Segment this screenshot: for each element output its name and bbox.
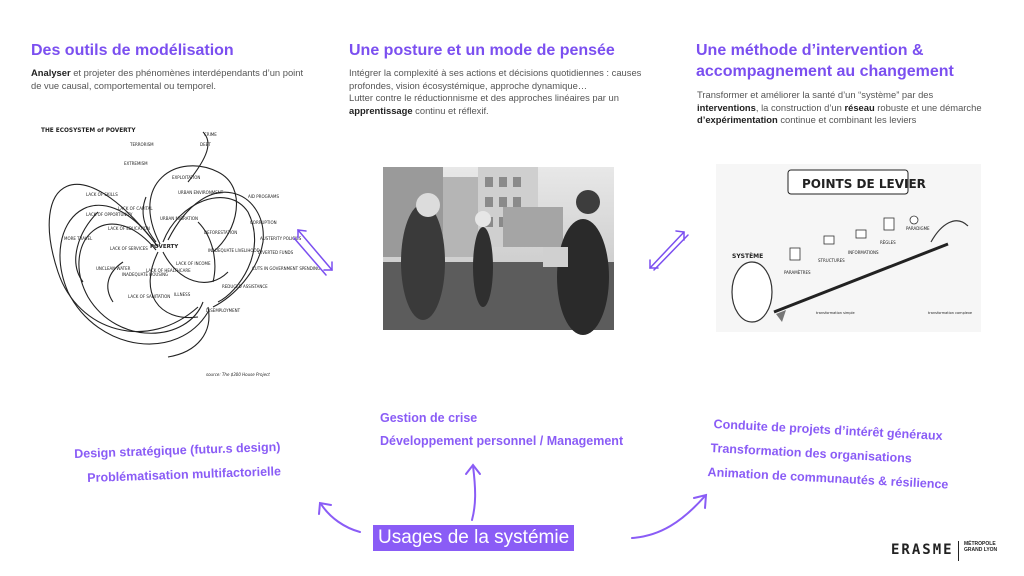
posture-title: Une posture et un mode de pensée bbox=[349, 42, 615, 59]
lever-informations: INFORMATIONS bbox=[848, 250, 879, 255]
node-poverty: POVERTY bbox=[150, 244, 179, 250]
node-extremism: EXTREMISM bbox=[124, 161, 148, 166]
metropole-logo: MÉTROPOLE GRAND LYON bbox=[964, 541, 998, 553]
methode-title: Une méthode d’intervention & accompagnement au changement bbox=[696, 42, 954, 80]
methode-b3: d’expérimentation bbox=[697, 114, 778, 126]
methode-b1: interventions bbox=[697, 101, 756, 113]
node-lack-of-income: LACK OF INCOME bbox=[176, 261, 211, 266]
lever-regles: RÈGLES bbox=[880, 240, 896, 245]
methode-t3: robuste et une démarche bbox=[874, 101, 982, 113]
logo-divider bbox=[958, 541, 959, 561]
node-illness: ILLNESS bbox=[174, 292, 191, 297]
node-urban-environment: URBAN ENVIRONMENT bbox=[178, 190, 224, 195]
modelisation-rest: et projeter des phénomènes interdépendants d’un point de vue causal, comportemental ou temporel. bbox=[31, 67, 304, 91]
arrow-up-icon bbox=[472, 466, 475, 520]
node-debt: DEBT bbox=[200, 142, 211, 147]
modelisation-bold: Analyser bbox=[31, 67, 71, 78]
arrow-right-icon bbox=[632, 496, 705, 538]
node-disemployment: DISEMPLOYMENT bbox=[206, 308, 241, 313]
posture-line1: Intégrer la complexité à ses actions et décisions quotidiennes : causes profondes, vision écosystémique, approche dynamique… bbox=[349, 67, 642, 91]
usages-de-la-systemie-label: Usages de la systémie bbox=[373, 525, 574, 551]
node-corruption: CORRUPTION bbox=[250, 220, 277, 225]
node-inadequate-livelihood: INADEQUATE LIVELIHOOD bbox=[208, 248, 260, 253]
node-terrorism: TERRORISM bbox=[130, 142, 154, 147]
ecosystem-title: THE ECOSYSTEM of POVERTY bbox=[41, 128, 136, 134]
methode-t1: Transformer et améliorer la santé d’un “système” par des bbox=[697, 89, 934, 100]
usage-conduite-projets: Conduite de projets d’intérêt généraux bbox=[713, 417, 943, 443]
lever-parametres: PARAMÈTRES bbox=[784, 270, 811, 275]
usage-transformation-organisations: Transformation des organisations bbox=[710, 441, 913, 466]
usage-animation-communautes: Animation de communautés & résilience bbox=[707, 465, 949, 492]
node-reduced-assistance: REDUCED ASSISTANCE bbox=[222, 284, 268, 289]
node-lack-of-capital: LACK OF CAPITAL bbox=[118, 206, 153, 211]
lever-paradigme: PARADIGME bbox=[906, 226, 930, 231]
erasme-logo: ERASME bbox=[891, 542, 954, 558]
node-lack-of-skills: LACK OF SKILLS bbox=[86, 192, 118, 197]
node-lack-of-sanitation: LACK OF SANITATION bbox=[128, 294, 171, 299]
node-cuts-in-government-spending: CUTS IN GOVERNMENT SPENDING bbox=[252, 266, 321, 271]
node-lack-of-services: LACK OF SERVICES bbox=[110, 246, 148, 251]
methode-t4: continue et combinant les leviers bbox=[777, 114, 917, 126]
node-unclean-water: UNCLEAN WATER bbox=[96, 266, 131, 271]
modelisation-title: Des outils de modélisation bbox=[31, 42, 234, 59]
ecosystem-source: source: The $300 House Project bbox=[206, 372, 270, 377]
node-crime: CRIME bbox=[204, 132, 217, 137]
levers-system: SYSTÈME bbox=[732, 253, 764, 260]
posture-line2-pre: Lutter contre le réductionnisme et des approches linéaires par un bbox=[349, 92, 619, 104]
posture-line2-bold: apprentissage bbox=[349, 104, 413, 116]
node-lack-of-education: LACK OF EDUCATION bbox=[108, 226, 150, 231]
node-inadequate-housing: INADEQUATE HOUSING bbox=[122, 272, 169, 277]
node-more-travel: MORE TRAVEL bbox=[64, 236, 93, 241]
usage-design-strategique: Design stratégique (futur.s design) bbox=[74, 439, 281, 461]
levers-title: POINTS DE LEVIER bbox=[802, 177, 926, 191]
methode-b2: réseau bbox=[844, 101, 875, 113]
usage-developpement-personnel: Développement personnel / Management bbox=[380, 434, 624, 448]
node-diverted-funds: DIVERTED FUNDS bbox=[258, 250, 294, 255]
node-exploitation: EXPLOITATION bbox=[172, 175, 201, 180]
node-austerity-policies: AUSTERITY POLICIES bbox=[260, 236, 302, 241]
node-deforestation: DEFORESTATION bbox=[204, 230, 238, 235]
node-aid-programs: AID PROGRAMS bbox=[248, 194, 280, 199]
arrow-left-icon bbox=[321, 504, 360, 532]
levers-bottom-left: transformation simple bbox=[816, 311, 855, 315]
posture-line2-post: continu et réflexif. bbox=[412, 104, 489, 116]
usage-gestion-de-crise: Gestion de crise bbox=[380, 411, 478, 425]
usage-problematisation: Problématisation multifactorielle bbox=[87, 464, 282, 485]
methode-t2: , la construction d’un bbox=[755, 101, 845, 113]
node-urban-migration: URBAN MIGRATION bbox=[160, 216, 198, 221]
lever-structures: STRUCTURES bbox=[818, 258, 845, 263]
node-lack-of-healthcare: LACK OF HEALTHCARE bbox=[146, 268, 191, 273]
levers-bottom-right: transformation complexe bbox=[928, 311, 972, 315]
node-lack-of-opportunity: LACK OF OPPORTUNITY bbox=[86, 212, 133, 217]
